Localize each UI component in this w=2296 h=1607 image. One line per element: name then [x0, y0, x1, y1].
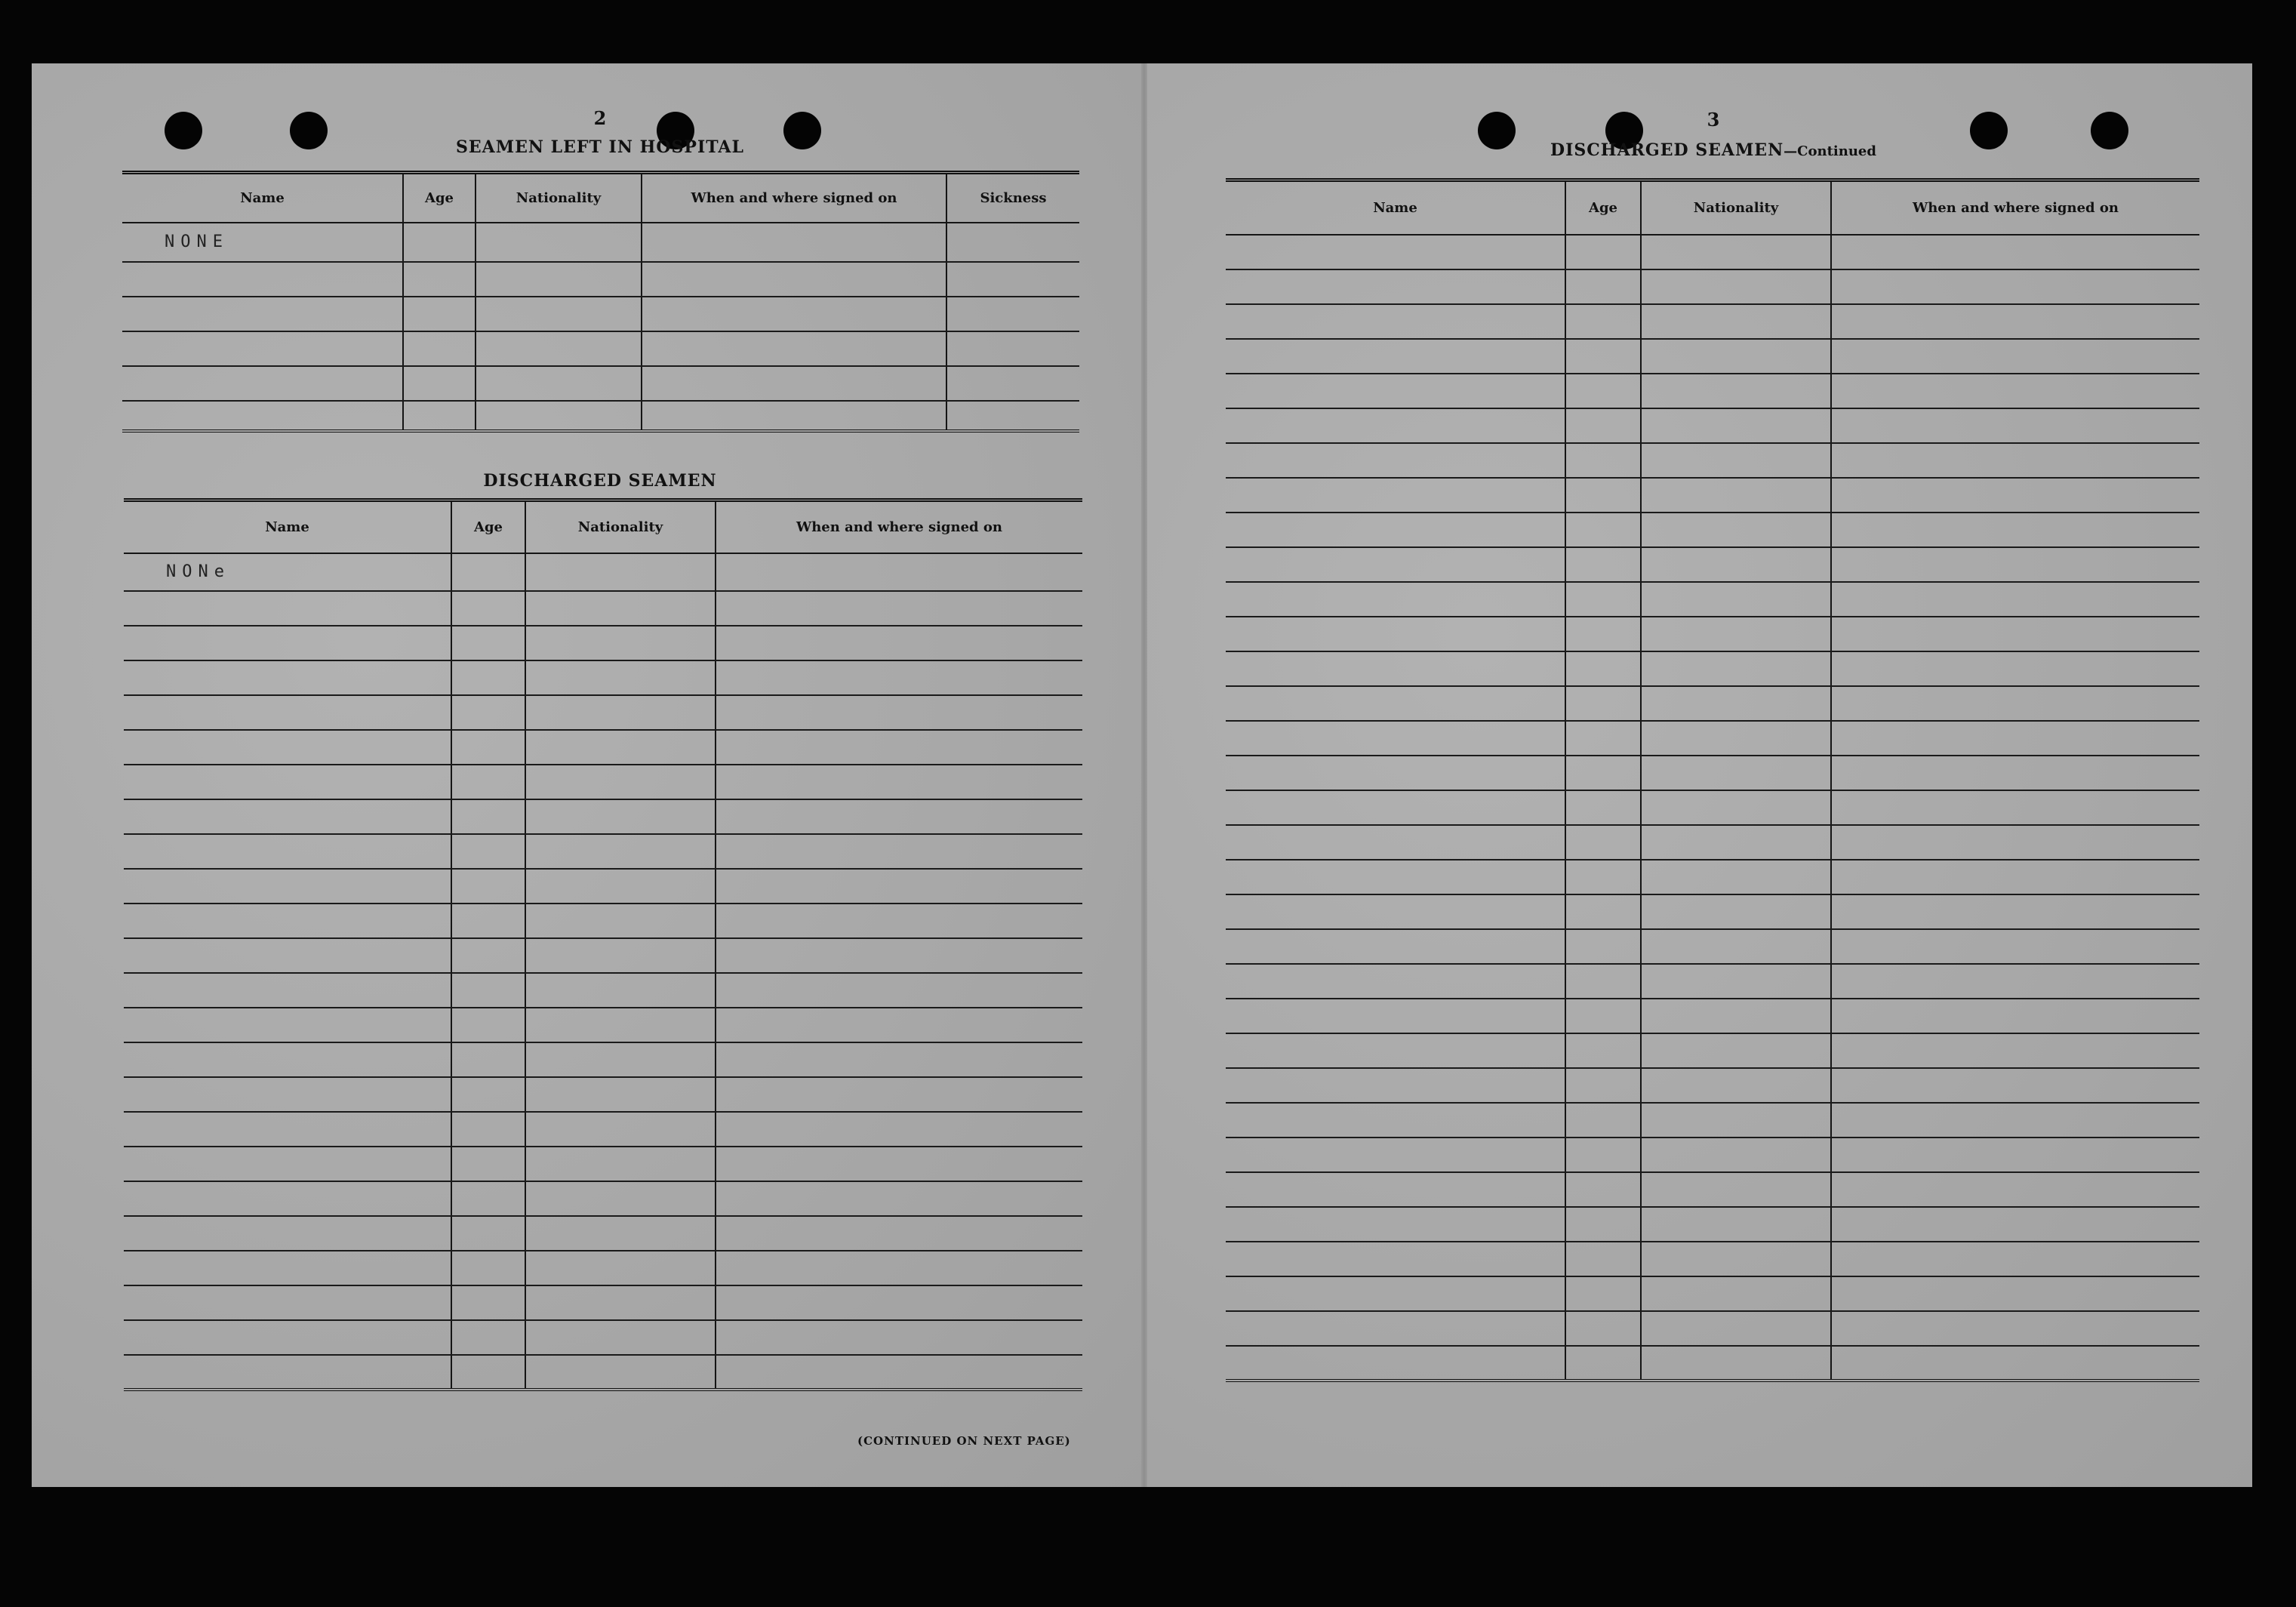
continued-cell[interactable] — [1565, 1276, 1641, 1311]
continued-cell[interactable] — [1565, 269, 1641, 304]
continued-cell[interactable] — [1565, 790, 1641, 825]
discharged-cell[interactable] — [525, 1147, 716, 1181]
discharged-cell[interactable] — [525, 553, 716, 591]
continued-cell[interactable] — [1831, 790, 2199, 825]
discharged-cell[interactable] — [451, 765, 525, 799]
continued-cell[interactable] — [1226, 235, 1565, 269]
continued-cell[interactable] — [1565, 1172, 1641, 1207]
continued-cell[interactable] — [1226, 1311, 1565, 1346]
continued-cell[interactable] — [1565, 443, 1641, 478]
hospital-col-name: Name — [122, 173, 403, 223]
continued-cell[interactable] — [1226, 756, 1565, 790]
discharged-cell[interactable] — [716, 730, 1082, 765]
hospital-cell[interactable] — [122, 331, 403, 366]
continued-cell[interactable] — [1226, 790, 1565, 825]
hospital-col-age: Age — [403, 173, 476, 223]
continued-cell[interactable] — [1565, 374, 1641, 408]
hospital-cell[interactable] — [946, 262, 1079, 297]
continued-note: (CONTINUED ON NEXT PAGE) — [857, 1434, 1071, 1448]
continued-cell[interactable] — [1226, 721, 1565, 756]
discharged-cell[interactable] — [525, 591, 716, 626]
continued-cell[interactable] — [1831, 513, 2199, 547]
discharged-cell[interactable] — [525, 869, 716, 904]
discharged-cell[interactable] — [716, 553, 1082, 591]
continued-cell[interactable] — [1641, 1172, 1831, 1207]
discharged-cell[interactable] — [716, 1077, 1082, 1112]
hospital-cell[interactable] — [946, 297, 1079, 331]
discharged-cell[interactable] — [124, 973, 451, 1008]
discharged-cell[interactable] — [124, 1042, 451, 1077]
continued-cell[interactable] — [1641, 686, 1831, 721]
continued-cell[interactable] — [1226, 304, 1565, 339]
discharged-cell[interactable] — [716, 1042, 1082, 1077]
discharged-cell[interactable] — [451, 1181, 525, 1216]
continued-cell[interactable] — [1641, 1103, 1831, 1138]
continued-cell[interactable] — [1641, 547, 1831, 582]
discharged-cell[interactable] — [124, 1147, 451, 1181]
discharged-cell[interactable] — [525, 765, 716, 799]
continued-cell[interactable] — [1641, 235, 1831, 269]
punch-hole — [2091, 112, 2128, 149]
page-number-left: 2 — [593, 107, 607, 129]
discharged-cell[interactable] — [124, 904, 451, 938]
continued-cell[interactable] — [1226, 1242, 1565, 1276]
discharged-cell[interactable] — [716, 1355, 1082, 1390]
continued-cell[interactable] — [1226, 894, 1565, 929]
discharged-cell[interactable] — [525, 660, 716, 695]
discharged-table — [124, 498, 1082, 1391]
continued-cell[interactable] — [1831, 929, 2199, 964]
hospital-cell[interactable] — [642, 331, 946, 366]
hospital-cell[interactable] — [403, 331, 476, 366]
continued-cell[interactable] — [1565, 547, 1641, 582]
hospital-cell[interactable] — [403, 366, 476, 401]
discharged-entry-name[interactable]: NONe — [124, 553, 451, 591]
continued-cell[interactable] — [1565, 1207, 1641, 1242]
continued-cell[interactable] — [1226, 1138, 1565, 1172]
continued-cell[interactable] — [1831, 374, 2199, 408]
hospital-cell[interactable] — [946, 366, 1079, 401]
continued-cell[interactable] — [1226, 617, 1565, 651]
continued-cell[interactable] — [1831, 478, 2199, 513]
discharged-cell[interactable] — [525, 626, 716, 660]
continued-cell[interactable] — [1226, 374, 1565, 408]
continued-cell[interactable] — [1831, 721, 2199, 756]
continued-cell[interactable] — [1831, 1172, 2199, 1207]
continued-cell[interactable] — [1226, 269, 1565, 304]
continued-cell[interactable] — [1226, 686, 1565, 721]
continued-cell[interactable] — [1641, 929, 1831, 964]
continued-cell[interactable] — [1641, 513, 1831, 547]
continued-cell[interactable] — [1641, 339, 1831, 374]
discharged-cell[interactable] — [124, 626, 451, 660]
continued-cell[interactable] — [1641, 964, 1831, 999]
discharged-cell[interactable] — [451, 938, 525, 973]
continued-cell[interactable] — [1565, 235, 1641, 269]
continued-cell[interactable] — [1226, 547, 1565, 582]
continued-cell[interactable] — [1641, 617, 1831, 651]
continued-cell[interactable] — [1226, 929, 1565, 964]
continued-col-age: Age — [1565, 180, 1641, 235]
discharged-cell[interactable] — [124, 1285, 451, 1320]
continued-cell[interactable] — [1831, 651, 2199, 686]
continued-cell[interactable] — [1641, 999, 1831, 1033]
hospital-cell[interactable] — [642, 223, 946, 262]
continued-cell[interactable] — [1641, 408, 1831, 443]
continued-cell[interactable] — [1831, 1207, 2199, 1242]
discharged-cell[interactable] — [451, 1147, 525, 1181]
discharged-cell[interactable] — [716, 973, 1082, 1008]
continued-cell[interactable] — [1565, 651, 1641, 686]
continued-cell[interactable] — [1641, 651, 1831, 686]
continued-cell[interactable] — [1831, 860, 2199, 894]
discharged-cell[interactable] — [451, 695, 525, 730]
hospital-section-title: SEAMEN LEFT IN HOSPITAL — [456, 137, 744, 157]
hospital-cell[interactable] — [122, 401, 403, 431]
hospital-cell[interactable] — [946, 331, 1079, 366]
continued-cell[interactable] — [1226, 513, 1565, 547]
continued-cell[interactable] — [1226, 964, 1565, 999]
discharged-cell[interactable] — [124, 1320, 451, 1355]
discharged-cell[interactable] — [124, 1181, 451, 1216]
continued-cell[interactable] — [1226, 339, 1565, 374]
discharged-cell[interactable] — [451, 626, 525, 660]
discharged-cell[interactable] — [716, 1251, 1082, 1285]
continued-cell[interactable] — [1565, 1311, 1641, 1346]
continued-cell[interactable] — [1831, 686, 2199, 721]
discharged-cell[interactable] — [525, 1355, 716, 1390]
discharged-cell[interactable] — [716, 1285, 1082, 1320]
continued-cell[interactable] — [1226, 1033, 1565, 1068]
continued-cell[interactable] — [1565, 860, 1641, 894]
discharged-cell[interactable] — [525, 938, 716, 973]
continued-cell[interactable] — [1831, 1103, 2199, 1138]
discharged-cell[interactable] — [716, 1216, 1082, 1251]
hospital-table — [122, 171, 1079, 433]
hospital-cell[interactable] — [403, 297, 476, 331]
continued-cell[interactable] — [1831, 1242, 2199, 1276]
hospital-cell[interactable] — [476, 223, 642, 262]
discharged-cell[interactable] — [451, 1285, 525, 1320]
discharged-cell[interactable] — [716, 626, 1082, 660]
discharged-cell[interactable] — [716, 799, 1082, 834]
continued-cell[interactable] — [1641, 1346, 1831, 1381]
discharged-cell[interactable] — [525, 1216, 716, 1251]
discharged-cell[interactable] — [525, 1008, 716, 1042]
discharged-cell[interactable] — [124, 591, 451, 626]
continued-cell[interactable] — [1641, 790, 1831, 825]
continued-cell[interactable] — [1831, 1311, 2199, 1346]
discharged-cell[interactable] — [716, 591, 1082, 626]
continued-cell[interactable] — [1565, 894, 1641, 929]
continued-cell[interactable] — [1226, 478, 1565, 513]
continued-cell[interactable] — [1565, 964, 1641, 999]
continued-col-name: Name — [1226, 180, 1565, 235]
discharged-cell[interactable] — [451, 799, 525, 834]
discharged-cell[interactable] — [525, 695, 716, 730]
continued-cell[interactable] — [1641, 1242, 1831, 1276]
continued-cell[interactable] — [1226, 1207, 1565, 1242]
hospital-col-sickness: Sickness — [946, 173, 1079, 223]
continued-cell[interactable] — [1641, 443, 1831, 478]
discharged-cell[interactable] — [124, 938, 451, 973]
continued-cell[interactable] — [1565, 304, 1641, 339]
hospital-cell[interactable] — [476, 401, 642, 431]
discharged-col-name: Name — [124, 500, 451, 553]
discharged-col-age: Age — [451, 500, 525, 553]
hospital-cell[interactable] — [642, 366, 946, 401]
page-fold — [1141, 63, 1147, 1487]
discharged-cell[interactable] — [124, 834, 451, 869]
discharged-cell[interactable] — [124, 799, 451, 834]
discharged-cell[interactable] — [716, 660, 1082, 695]
discharged-cell[interactable] — [124, 1008, 451, 1042]
discharged-cell[interactable] — [124, 1077, 451, 1112]
continued-cell[interactable] — [1641, 825, 1831, 860]
continued-cell[interactable] — [1565, 929, 1641, 964]
discharged-cell[interactable] — [716, 1112, 1082, 1147]
continued-cell[interactable] — [1565, 686, 1641, 721]
discharged-cell[interactable] — [716, 765, 1082, 799]
discharged-cell[interactable] — [525, 904, 716, 938]
continued-cell[interactable] — [1226, 1172, 1565, 1207]
discharged-cell[interactable] — [451, 904, 525, 938]
punch-hole — [1970, 112, 2008, 149]
discharged-cell[interactable] — [451, 834, 525, 869]
continued-cell[interactable] — [1565, 1138, 1641, 1172]
punch-hole — [783, 112, 821, 149]
discharged-cell[interactable] — [451, 1008, 525, 1042]
continued-cell[interactable] — [1226, 1276, 1565, 1311]
continued-cell[interactable] — [1565, 617, 1641, 651]
hospital-cell[interactable] — [122, 297, 403, 331]
continued-cell[interactable] — [1831, 1068, 2199, 1103]
discharged-cell[interactable] — [451, 730, 525, 765]
continued-cell[interactable] — [1565, 756, 1641, 790]
discharged-cell[interactable] — [716, 904, 1082, 938]
continued-cell[interactable] — [1831, 339, 2199, 374]
continued-cell[interactable] — [1565, 582, 1641, 617]
discharged-cell[interactable] — [716, 1147, 1082, 1181]
punch-hole — [1478, 112, 1516, 149]
continued-cell[interactable] — [1565, 1242, 1641, 1276]
discharged-cell[interactable] — [451, 1355, 525, 1390]
continued-cell[interactable] — [1641, 1276, 1831, 1311]
discharged-cell[interactable] — [525, 1112, 716, 1147]
discharged-cell[interactable] — [451, 1077, 525, 1112]
continued-cell[interactable] — [1641, 269, 1831, 304]
discharged-cell[interactable] — [451, 591, 525, 626]
discharged-cell[interactable] — [716, 695, 1082, 730]
punch-hole — [165, 112, 202, 149]
continued-cell[interactable] — [1565, 339, 1641, 374]
discharged-cell[interactable] — [124, 1216, 451, 1251]
hospital-cell[interactable] — [642, 297, 946, 331]
continued-cell[interactable] — [1831, 894, 2199, 929]
discharged-cell[interactable] — [525, 730, 716, 765]
continued-cell[interactable] — [1641, 1138, 1831, 1172]
discharged-cell[interactable] — [525, 799, 716, 834]
continued-section-title — [1550, 140, 1876, 160]
hospital-cell[interactable] — [476, 297, 642, 331]
discharged-cell[interactable] — [451, 553, 525, 591]
discharged-cell[interactable] — [525, 1251, 716, 1285]
discharged-cell[interactable] — [124, 869, 451, 904]
continued-cell[interactable] — [1831, 582, 2199, 617]
discharged-cell[interactable] — [525, 1042, 716, 1077]
continued-cell[interactable] — [1641, 478, 1831, 513]
continued-cell[interactable] — [1565, 1033, 1641, 1068]
continued-cell[interactable] — [1641, 1068, 1831, 1103]
discharged-cell[interactable] — [451, 1320, 525, 1355]
continued-cell[interactable] — [1565, 478, 1641, 513]
hospital-cell[interactable] — [642, 401, 946, 431]
discharged-cell[interactable] — [716, 834, 1082, 869]
continued-cell[interactable] — [1641, 1033, 1831, 1068]
discharged-cell[interactable] — [716, 1008, 1082, 1042]
continued-cell[interactable] — [1565, 408, 1641, 443]
continued-col-nationality: Nationality — [1641, 180, 1831, 235]
continued-cell[interactable] — [1641, 756, 1831, 790]
continued-title-suffix: —Continued — [1784, 143, 1876, 159]
continued-cell[interactable] — [1226, 651, 1565, 686]
hospital-cell[interactable] — [476, 366, 642, 401]
hospital-col-signed-on: When and where signed on — [642, 173, 946, 223]
discharged-cell[interactable] — [716, 1181, 1082, 1216]
punch-hole — [290, 112, 328, 149]
discharged-cell[interactable] — [716, 869, 1082, 904]
continued-col-signed-on: When and where signed on — [1831, 180, 2199, 235]
discharged-cell[interactable] — [525, 1077, 716, 1112]
discharged-cell[interactable] — [451, 1112, 525, 1147]
continued-cell[interactable] — [1641, 894, 1831, 929]
hospital-cell[interactable] — [403, 223, 476, 262]
discharged-col-signed-on: When and where signed on — [716, 500, 1082, 553]
continued-cell[interactable] — [1565, 1068, 1641, 1103]
continued-table — [1226, 178, 2199, 1382]
continued-cell[interactable] — [1226, 1346, 1565, 1381]
hospital-cell[interactable] — [122, 366, 403, 401]
continued-cell[interactable] — [1831, 964, 2199, 999]
discharged-cell[interactable] — [525, 1285, 716, 1320]
discharged-cell[interactable] — [525, 834, 716, 869]
hospital-cell[interactable] — [476, 331, 642, 366]
continued-cell[interactable] — [1831, 235, 2199, 269]
continued-cell[interactable] — [1831, 269, 2199, 304]
continued-cell[interactable] — [1831, 1276, 2199, 1311]
continued-cell[interactable] — [1226, 408, 1565, 443]
hospital-entry-name[interactable]: NONE — [122, 223, 403, 262]
continued-cell[interactable] — [1565, 1346, 1641, 1381]
hospital-cell[interactable] — [403, 262, 476, 297]
discharged-cell[interactable] — [124, 1355, 451, 1390]
continued-cell[interactable] — [1831, 304, 2199, 339]
continued-cell[interactable] — [1831, 617, 2199, 651]
discharged-section-title: DISCHARGED SEAMEN — [483, 471, 717, 491]
continued-cell[interactable] — [1831, 756, 2199, 790]
continued-cell[interactable] — [1226, 1068, 1565, 1103]
discharged-cell[interactable] — [124, 730, 451, 765]
discharged-cell[interactable] — [525, 973, 716, 1008]
continued-cell[interactable] — [1641, 582, 1831, 617]
continued-cell[interactable] — [1641, 304, 1831, 339]
discharged-col-nationality: Nationality — [525, 500, 716, 553]
continued-cell[interactable] — [1641, 374, 1831, 408]
discharged-cell[interactable] — [451, 1216, 525, 1251]
discharged-cell[interactable] — [451, 660, 525, 695]
continued-cell[interactable] — [1226, 1103, 1565, 1138]
continued-cell[interactable] — [1565, 721, 1641, 756]
hospital-cell[interactable] — [476, 262, 642, 297]
hospital-cell[interactable] — [403, 401, 476, 431]
continued-title-main: DISCHARGED SEAMEN — [1550, 140, 1784, 160]
continued-cell[interactable] — [1641, 721, 1831, 756]
continued-cell[interactable] — [1565, 999, 1641, 1033]
continued-cell[interactable] — [1641, 1207, 1831, 1242]
hospital-col-nationality: Nationality — [476, 173, 642, 223]
discharged-cell[interactable] — [124, 695, 451, 730]
continued-cell[interactable] — [1831, 443, 2199, 478]
continued-cell[interactable] — [1226, 443, 1565, 478]
continued-cell[interactable] — [1641, 1311, 1831, 1346]
continued-cell[interactable] — [1831, 547, 2199, 582]
continued-cell[interactable] — [1831, 1138, 2199, 1172]
discharged-cell[interactable] — [124, 1112, 451, 1147]
continued-cell[interactable] — [1831, 1033, 2199, 1068]
discharged-cell[interactable] — [451, 869, 525, 904]
hospital-cell[interactable] — [122, 262, 403, 297]
continued-cell[interactable] — [1641, 860, 1831, 894]
continued-cell[interactable] — [1831, 999, 2199, 1033]
continued-cell[interactable] — [1831, 408, 2199, 443]
continued-cell[interactable] — [1226, 825, 1565, 860]
discharged-cell[interactable] — [451, 1251, 525, 1285]
continued-cell[interactable] — [1226, 582, 1565, 617]
discharged-cell[interactable] — [716, 1320, 1082, 1355]
discharged-cell[interactable] — [525, 1320, 716, 1355]
hospital-cell[interactable] — [642, 262, 946, 297]
continued-cell[interactable] — [1565, 513, 1641, 547]
discharged-cell[interactable] — [124, 1251, 451, 1285]
continued-cell[interactable] — [1565, 1103, 1641, 1138]
continued-cell[interactable] — [1831, 1346, 2199, 1381]
continued-cell[interactable] — [1831, 825, 2199, 860]
discharged-cell[interactable] — [716, 938, 1082, 973]
hospital-cell[interactable] — [946, 223, 1079, 262]
discharged-cell[interactable] — [451, 1042, 525, 1077]
discharged-cell[interactable] — [124, 660, 451, 695]
discharged-cell[interactable] — [525, 1181, 716, 1216]
continued-cell[interactable] — [1226, 860, 1565, 894]
continued-cell[interactable] — [1226, 999, 1565, 1033]
page-number-right: 3 — [1707, 109, 1720, 131]
continued-cell[interactable] — [1565, 825, 1641, 860]
discharged-cell[interactable] — [451, 973, 525, 1008]
hospital-cell[interactable] — [946, 401, 1079, 431]
discharged-cell[interactable] — [124, 765, 451, 799]
